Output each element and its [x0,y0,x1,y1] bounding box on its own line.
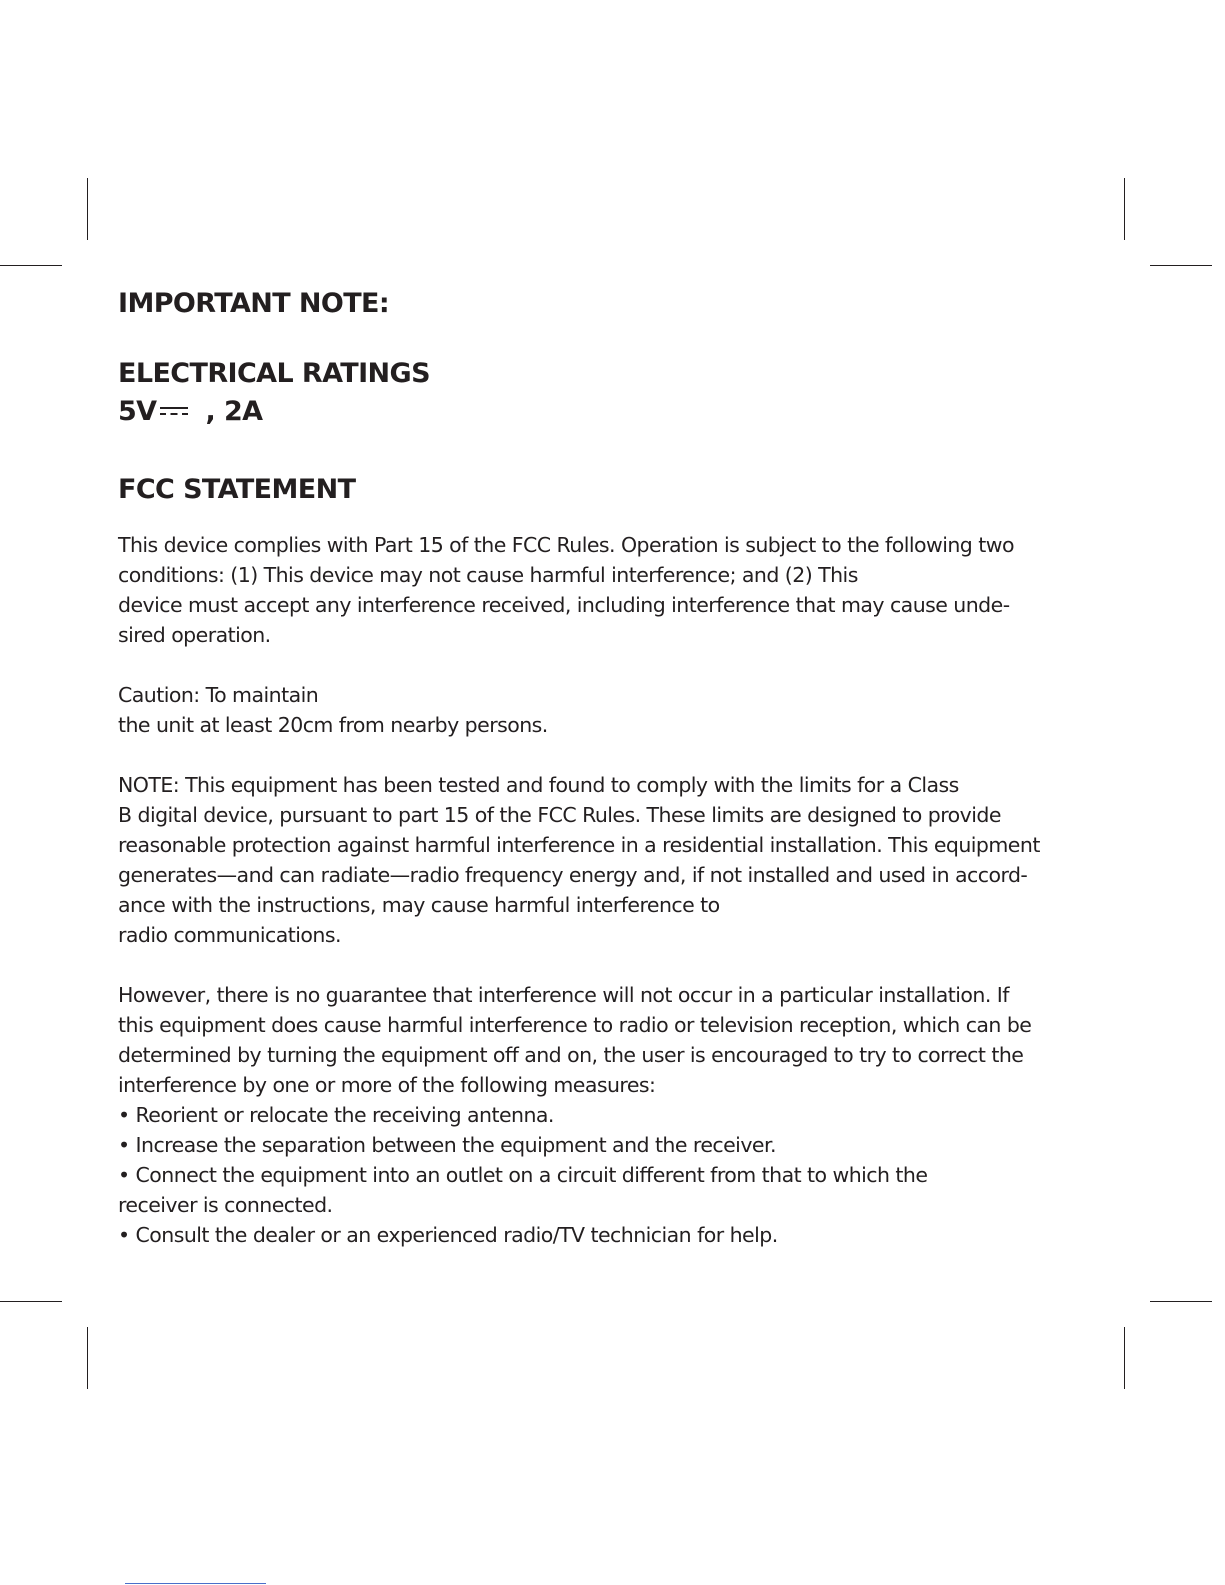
electrical-ratings-heading: ELECTRICAL RATINGS [118,358,430,389]
crop-mark-bottom-left-horizontal [0,1301,62,1302]
electrical-rating-value [118,394,1108,430]
text-line: radio communications. [118,923,341,947]
crop-mark-top-left-vertical [87,178,88,240]
fcc-statement-heading: FCC STATEMENT [118,474,356,505]
text-line: B digital device, pursuant to part 15 of the FCC Rules. These limits are designed to provide [118,803,1001,827]
crop-mark-bottom-left-vertical [87,1327,88,1389]
text-line: sired operation. [118,623,271,647]
bullet-item: • Increase the separation between the equipment and the receiver. [118,1133,776,1157]
fcc-compliance-paragraph [118,530,1108,650]
text-line: Caution: To maintain [118,683,319,707]
text-line: determined by turning the equipment off and on, the user is encouraged to try to correct the [118,1043,1024,1067]
important-note-heading: IMPORTANT NOTE: [118,288,390,319]
crop-mark-top-left-horizontal [0,265,62,266]
text-line: this equipment does cause harmful interference to radio or television reception, which can be [118,1013,1032,1037]
text-line: This device complies with Part 15 of the FCC Rules. Operation is subject to the following two [118,533,1014,557]
bottom-underline-link [125,1583,266,1584]
rating-voltage: 5V [118,396,157,427]
text-line: conditions: (1) This device may not cause harmful interference; and (2) This [118,563,858,587]
document-content [118,284,1108,1280]
bullet-item-continuation: receiver is connected. [118,1193,333,1217]
crop-mark-bottom-right-horizontal [1150,1301,1212,1302]
rating-current: , 2A [205,396,263,427]
caution-paragraph [118,680,1108,740]
interference-measures-paragraph [118,980,1108,1250]
class-b-note-paragraph [118,770,1108,950]
text-line: However, there is no guarantee that interference will not occur in a particular installation. If [118,983,1009,1007]
text-line: ance with the instructions, may cause harmful interference to [118,893,720,917]
text-line: device must accept any interference received, including interference that may cause unde- [118,593,1010,617]
dc-current-symbol-icon [159,404,189,418]
text-line: reasonable protection against harmful interference in a residential installation. This equipment [118,833,1040,857]
text-line: NOTE: This equipment has been tested and found to comply with the limits for a Class [118,773,959,797]
crop-mark-top-right-vertical [1124,178,1125,240]
text-line: generates—and can radiate—radio frequency energy and, if not installed and used in accord- [118,863,1028,887]
text-line: the unit at least 20cm from nearby persons. [118,713,548,737]
crop-mark-bottom-right-vertical [1124,1327,1125,1389]
bullet-item: • Consult the dealer or an experienced radio/TV technician for help. [118,1223,778,1247]
bullet-item: • Reorient or relocate the receiving antenna. [118,1103,554,1127]
bullet-item: • Connect the equipment into an outlet on a circuit different from that to which the [118,1163,928,1187]
crop-mark-top-right-horizontal [1150,265,1212,266]
text-line: interference by one or more of the following measures: [118,1073,656,1097]
